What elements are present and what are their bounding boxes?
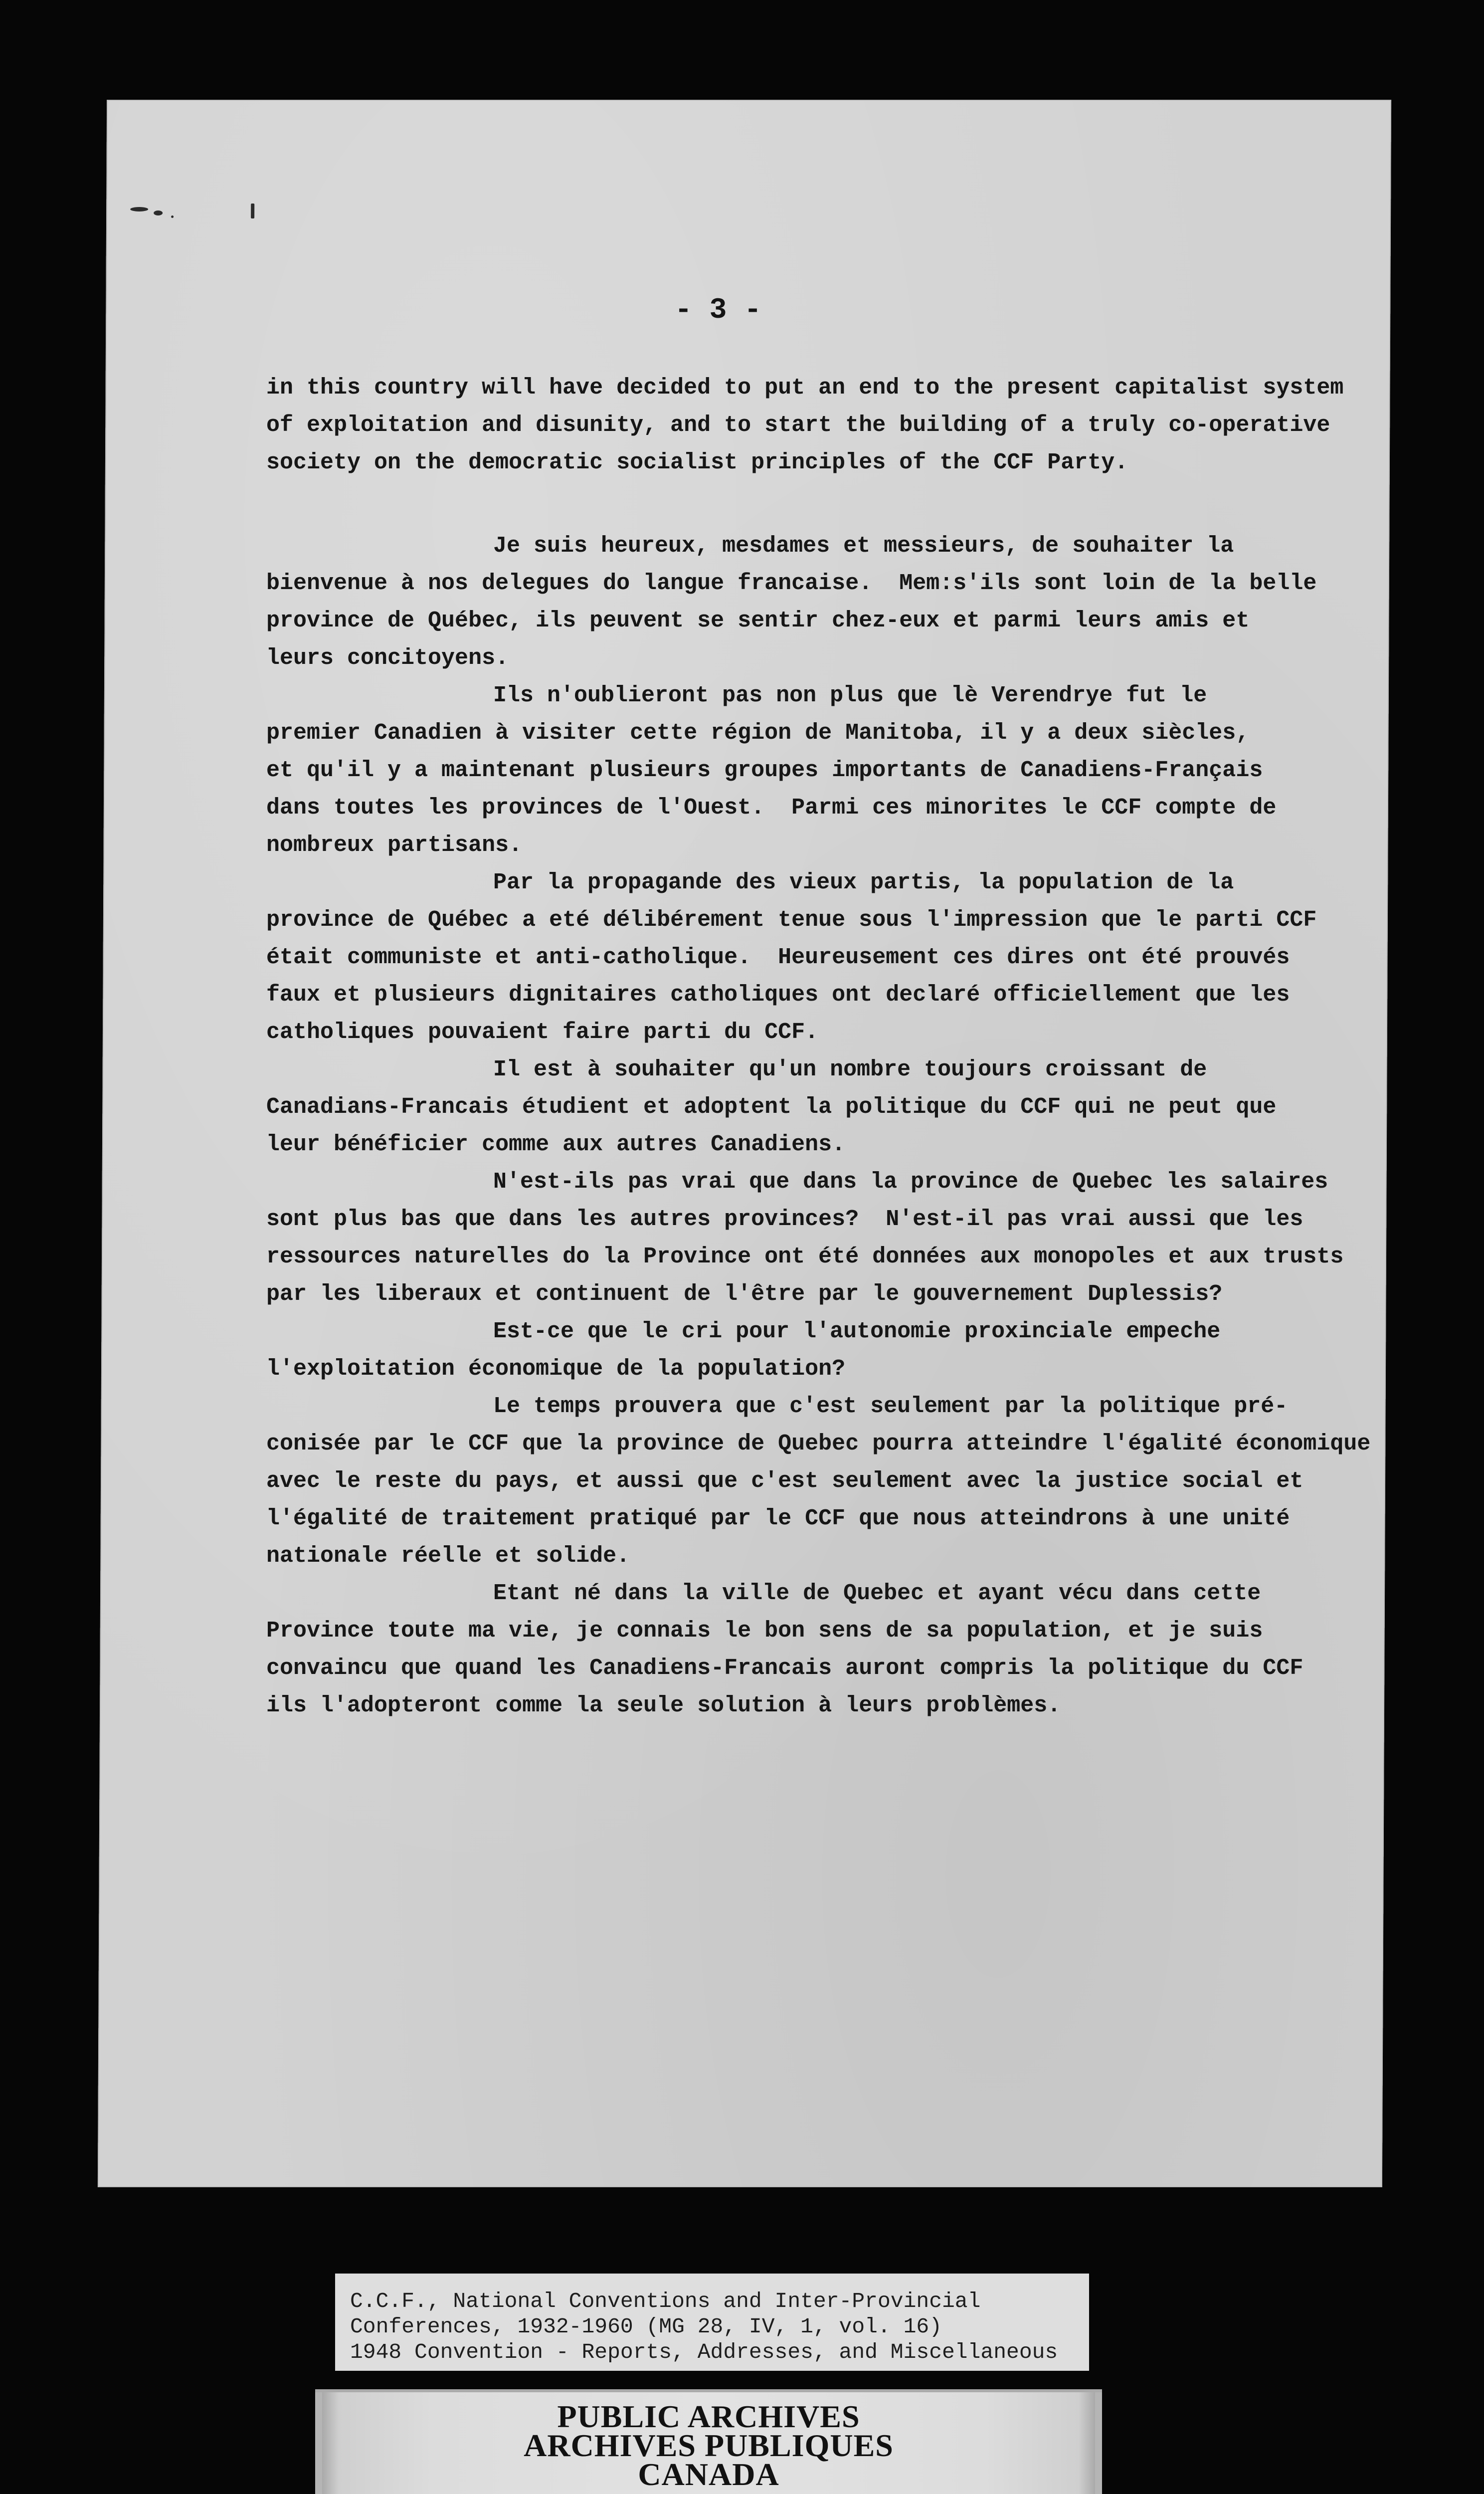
paragraph: [266, 677, 1313, 864]
archive-caption-label: [335, 2274, 1089, 2371]
stamp-line-archives-publiques: ARCHIVES PUBLIQUES: [524, 2428, 894, 2463]
text-line: of exploitation and disunity, and to start the building of a truly co-operative: [266, 413, 1330, 438]
text-line: ils l'adopteront comme la seule solution à leurs problèmes.: [266, 1693, 1061, 1718]
paragraph: [266, 1313, 1313, 1388]
text-line: province de Québec a eté délibérement tenue sous l'impression que le parti CCF: [266, 907, 1317, 933]
scan-speck: [154, 210, 163, 215]
text-line: N'est-ils pas vrai que dans la province de Quebec les salaires: [493, 1169, 1328, 1195]
page-number: - 3 -: [674, 294, 762, 327]
text-line: l'égalité de traitement pratiqué par le CCF que nous atteindrons à une unité: [266, 1506, 1290, 1531]
text-line: avec le reste du pays, et aussi que c'est seulement avec la justice social et: [266, 1468, 1303, 1494]
paragraph: [266, 369, 1344, 481]
stamp-line-public-archives: PUBLIC ARCHIVES: [557, 2399, 860, 2434]
text-line: premier Canadien à visiter cette région de Manitoba, il y a deux siècles,: [266, 720, 1250, 746]
text-line: province de Québec, ils peuvent se sentir chez-eux et parmi leurs amis et: [266, 608, 1250, 633]
text-line: était communiste et anti-catholique. Heureusement ces dires ont été prouvés: [266, 945, 1290, 970]
scan-speck: [171, 215, 174, 218]
stamp-edge: [315, 2392, 322, 2494]
text-line: par les liberaux et continuent de l'être par le gouvernement Duplessis?: [266, 1281, 1223, 1307]
caption-line: C.C.F., National Conventions and Inter-Provincial: [350, 2289, 981, 2313]
text-line: Je suis heureux, mesdames et messieurs, de souhaiter la: [493, 533, 1234, 559]
text-line: society on the democratic socialist principles of the CCF Party.: [266, 450, 1128, 475]
text-line: Canadians-Francais étudient et adoptent la politique du CCF qui ne peut que: [266, 1094, 1277, 1120]
text-line: convaincu que quand les Canadiens-Francais auront compris la politique du CCF: [266, 1656, 1303, 1681]
text-line: Province toute ma vie, je connais le bon sens de sa population, et je suis: [266, 1618, 1263, 1644]
paragraph: [266, 1388, 1371, 1575]
text-line: nationale réelle et solide.: [266, 1543, 630, 1569]
scan-speck: [130, 207, 148, 211]
text-line: dans toutes les provinces de l'Ouest. Parmi ces minorites le CCF compte de: [266, 795, 1277, 821]
text-line: conisée par le CCF que la province de Quebec pourra atteindre l'égalité économique: [266, 1431, 1371, 1456]
paragraph: [266, 1051, 1313, 1163]
paragraph: [266, 864, 1317, 1051]
text-line: leur bénéficier comme aux autres Canadiens.: [266, 1132, 846, 1157]
stamp-edge: [1095, 2392, 1102, 2494]
text-line: in this country will have decided to put an end to the present capitalist system: [266, 375, 1344, 401]
text-line: leurs concitoyens.: [266, 645, 509, 671]
text-line: sont plus bas que dans les autres provinces? N'est-il pas vrai aussi que les: [266, 1207, 1303, 1232]
text-line: Ils n'oublieront pas non plus que lè Verendrye fut le: [493, 683, 1207, 708]
text-line: Le temps prouvera que c'est seulement par la politique pré-: [493, 1394, 1288, 1419]
stamp-text: [415, 2399, 1002, 2492]
text-line: Par la propagande des vieux partis, la population de la: [493, 870, 1234, 895]
scan-speck: [251, 204, 254, 218]
text-line: Il est à souhaiter qu'un nombre toujours croissant de: [493, 1057, 1207, 1082]
text-line: l'exploitation économique de la population?: [266, 1356, 846, 1382]
paragraph: [266, 1575, 1313, 1724]
text-line: Est-ce que le cri pour l'autonomie proxinciale empeche: [493, 1319, 1221, 1344]
text-line: bienvenue à nos delegues do langue francaise. Mem:s'ils sont loin de la belle: [266, 571, 1317, 596]
caption-line: Conferences, 1932-1960 (MG 28, IV, 1, vol. 16): [350, 2314, 942, 2339]
text-line: nombreux partisans.: [266, 832, 523, 858]
document-body: [266, 369, 1371, 1724]
text-line: Etant né dans la ville de Quebec et ayant vécu dans cette: [493, 1581, 1261, 1606]
caption-line: 1948 Convention - Reports, Addresses, and Miscellaneous: [350, 2340, 1058, 2364]
text-line: et qu'il y a maintenant plusieurs groupes importants de Canadiens-Français: [266, 758, 1263, 783]
text-line: ressources naturelles do la Province ont été données aux monopoles et aux trusts: [266, 1244, 1344, 1269]
stamp-line-canada: CANADA: [638, 2457, 779, 2492]
text-line: faux et plusieurs dignitaires catholiques ont declaré officiellement que les: [266, 982, 1290, 1008]
paragraph: [266, 527, 1317, 677]
paragraph: [266, 1163, 1344, 1313]
text-line: catholiques pouvaient faire parti du CCF.: [266, 1020, 819, 1045]
archives-stamp: [315, 2389, 1102, 2494]
